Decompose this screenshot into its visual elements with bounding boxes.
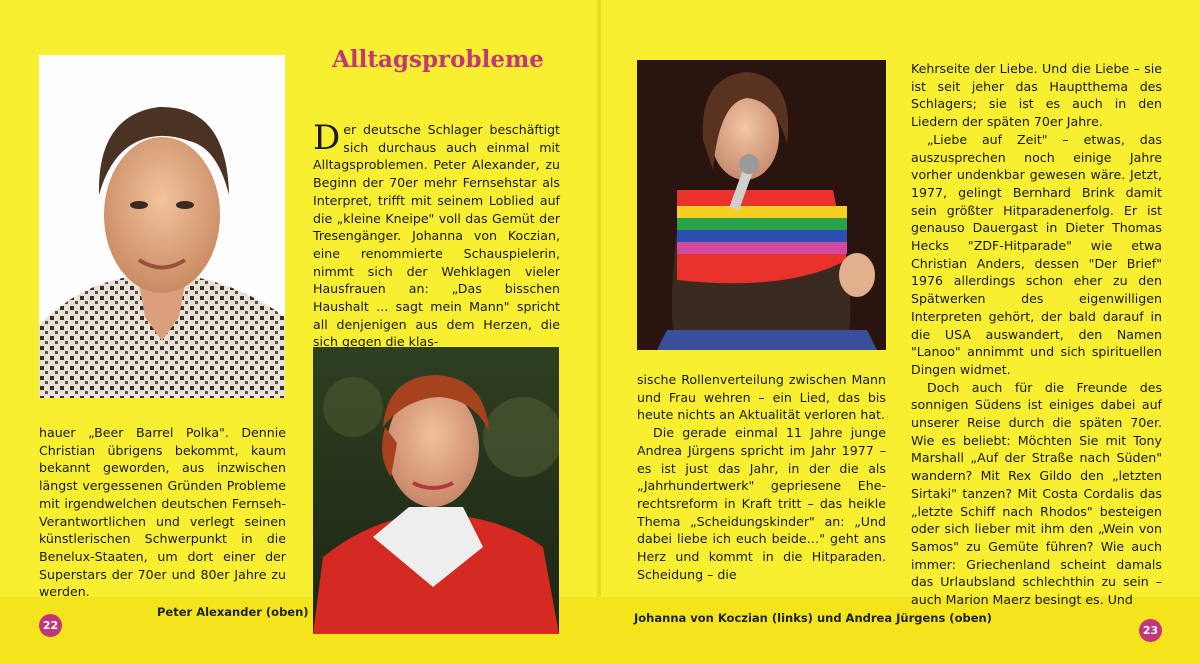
drop-cap: D: [313, 118, 341, 158]
right-paragraph-3: Doch auch für die Freunde des sonnigen Südens ist einiges dabei auf unserer Reise durch die späten 70er. Wie es beliebt: Möchten Sie mit Tony Marshall „Auf der Straße nach Süden" wandern? Mit Rex Gildo den „letzten Sirtaki" tanzen? Mit Costa Cordalis das „letzte Schiff nach Rhodos" besteigen oder sich lieber mit ihm den „Wein von Samos" zu Gemüte führen? Wie auch immer: Griechenland scheint damals das Urlaubsland schlechthin zu sein – auch Marion Maerz besingt es. Und: [911, 379, 1162, 608]
caption-right: Johanna von Koczian (links) und Andrea Jürgens (oben): [634, 611, 992, 625]
intro-text: er deutsche Schlager beschäftigt sich durchaus auch einmal mit Alltagsproblemen. Peter Alexander, zu Beginn der 70er mehr Fernsehstar als Interpret, trifft mit seinem Loblied auf die „kleine Kneipe" voll das Gemüt der Tresengänger. Johanna von Koczian, eine renommierte Schauspielerin, nimmt sich der Wehklagen vieler Hausfrauen an: „Das bisschen Haushalt ... sagt mein Mann" spricht all denjenigen aus dem Herzen, die sich gegen die klas-: [313, 122, 560, 350]
article-heading: Alltagsprobleme: [332, 46, 544, 73]
left-bottom-column: [39, 424, 286, 601]
right-column: [911, 60, 1162, 609]
right-paragraph-1: Kehrseite der Liebe. Und die Liebe – sie ist seit jeher das Hauptthema des Schlagers; sie ist es auch in den Liedern der späten 70er Jahre.: [911, 61, 1162, 130]
mid-right-column: [637, 371, 886, 583]
caption-left: Peter Alexander (oben): [157, 605, 309, 619]
photo-peter-alexander: [39, 55, 285, 398]
page-number-left: 22: [39, 614, 62, 637]
photo-johanna-von-koczian: [313, 347, 559, 634]
left-bottom-paragraph: hauer „Beer Barrel Polka". Dennie Christian übrigens bekommt, kaum bekannt geworden, aus inzwischen längst vergessenen Gründen Probleme mit irgendwelchen deutschen Fernseh-Verantwortlichen und verlegt seinen künstlerischen Schwerpunkt in die Benelux-Staaten, um dort einer der Superstars der 70er und 80er Jahre zu werden.: [39, 425, 286, 600]
right-paragraph-2: „Liebe auf Zeit" – etwas, das auszusprechen noch einige Jahre vorher undenkbar gewesen wäre. Jetzt, 1977, gelingt Bernhard Brink damit sein größter Hitparadenerfolg. Er ist genauso Dauergast in Dieter Thomas Hecks "ZDF-Hitparade" wie etwa Christian Anders, dessen "Der Brief" 1976 allerdings schon eher zu den Spätwerken des eigenwilligen Interpreten gehört, der bald darauf in die USA auswandert, den Namen "Lanoo" annimmt und sich spirituellen Dingen widmet.: [911, 131, 1162, 377]
page-number-right: 23: [1139, 619, 1162, 642]
photo-andrea-juergens: [637, 60, 886, 350]
intro-column: [313, 118, 560, 351]
mid-right-paragraph-1: sische Rollenverteilung zwischen Mann und Frau wehren – ein Lied, das bis heute nichts an Aktualität verloren hat.: [637, 372, 886, 423]
mid-right-paragraph-2: Die gerade einmal 11 Jahre junge Andrea Jürgens spricht im Jahr 1977 – es ist just das Jahr, in der die als „Jahrhundertwerk" gepriesene Eherechtsreform in Kraft tritt – das heikle Thema „Scheidungskinder" an: „Und dabei liebe ich euch beide…" geht ans Herz und kommt in die Hitparaden. Scheidung – die: [637, 425, 886, 582]
